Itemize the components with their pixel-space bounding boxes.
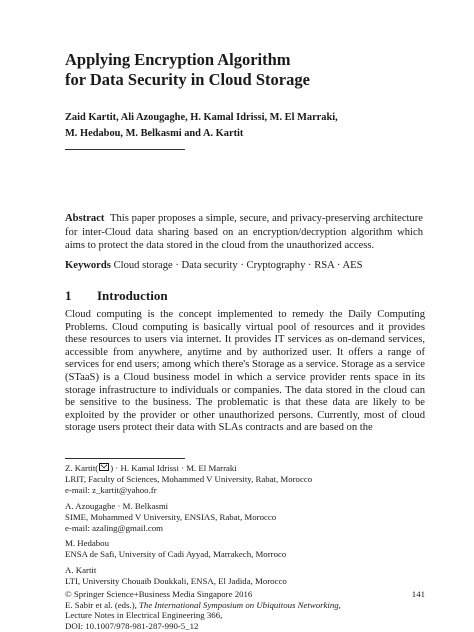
authors-line-2: M. Hedabou, M. Belkasmi and A. Kartit [65,128,244,139]
doi-line: DOI: 10.1007/978-981-287-990-5_12 [65,620,199,631]
affiliation-block-2 [65,501,425,535]
affiliation-block-1 [65,463,425,497]
affiliation-names: Z. Kartit( ) · H. Kamal Idrissi · M. El Marraki [65,463,237,473]
envelope-icon [99,463,109,471]
affiliation-org: LTI, University Chouaib Doukkali, ENSA, El Jadida, Morocco [65,576,287,587]
paper-title [65,50,425,90]
abstract-text: This paper proposes a simple, secure, and privacy-preserving architecture for inter-Cloud data sharing based on an encryption/decryption algorithm which aims to protect the data stored in the cloud from the unauthorized access. [65,213,423,252]
footnote-divider [65,458,185,459]
affiliation-names: A. Azougaghe · M. Belkasmi [65,501,169,511]
section-heading [65,288,423,304]
authors-line-1: Zaid Kartit, Ali Azougaghe, H. Kamal Idrissi, M. El Marraki, [65,112,338,123]
keywords-label: Keywords [65,260,111,271]
title-divider [65,149,185,150]
section-title: Introduction [97,288,168,303]
affiliation-org: ENSA de Safi, University of Cadi Ayyad, Marrakech, Morroco [65,549,287,560]
page-number: 141 [411,589,425,599]
affiliation-org: SIME, Mohammed V University, ENSIAS, Rabat, Morocco [65,512,277,523]
author-list [65,110,425,142]
copyright-line: © Springer Science+Business Media Singapore 2016 [65,589,253,599]
abstract-label: Abstract [65,213,105,224]
affiliation-org: LRIT, Faculty of Sciences, Mohammed V University, Rabat, Morocco [65,474,313,485]
title-line-2: for Data Security in Cloud Storage [65,70,310,89]
title-line-1: Applying Encryption Algorithm [65,50,291,69]
keywords [65,259,423,273]
abstract [65,212,423,253]
affiliation-block-4 [65,565,425,587]
affiliation-email: e-mail: azaling@gmail.com [65,523,163,534]
proceedings-title: The International Symposium on Ubiquitous Networking [139,599,339,610]
affiliation-block-3 [65,538,425,560]
affiliation-names: M. Hedabou [65,538,109,548]
introduction-paragraph: Cloud computing is the concept implemented to remedy the Daily Computing Problems. Cloud computing is basically virtual pool of resources and it provides these resources to users via internet. It provides IT services as on-demand services, accessible from anywhere, anytime and by authorized user. It offers a range of services for end users; among which there's Storage as a service. Storage as a service (STaaS) is a Cloud business model in which a service provider rents space in its storage infrastructure to individuals or companies. The data stored in the cloud can be sensitive to the business. The problematic is that these data are likely to be exploited by the provider or other unauthorized persons. Currently, most of cloud storage users protect their data with SLAs contracts and are based on the [65,309,425,434]
keywords-text: Cloud storage · Data security · Cryptography · RSA · AES [113,260,363,271]
affiliation-names: A. Kartit [65,565,97,575]
citation-line: E. Sabir et al. (eds.), The International Symposium on Ubiquitous Networking, [65,599,341,610]
series-line: Lecture Notes in Electrical Engineering 366, [65,610,223,620]
publication-footer [65,589,425,631]
section-number: 1 [65,288,72,303]
affiliation-email: e-mail: z_kartit@yahoo.fr [65,485,157,496]
